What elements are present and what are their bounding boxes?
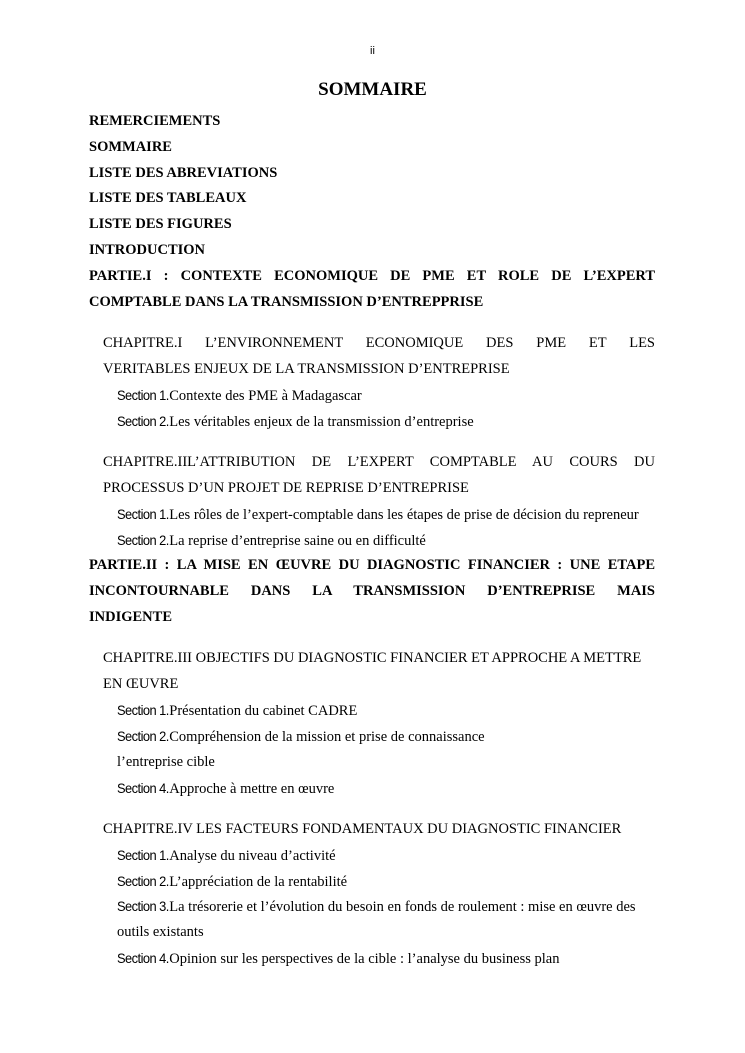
toc-entry-top [89, 112, 220, 130]
toc-entry-text: L’appréciation de la rentabilité [169, 874, 348, 890]
toc-entry-text: Opinion sur les perspectives de la cible : l’analyse du business plan [169, 951, 560, 967]
toc-entry-text: PARTIE.I : CONTEXTE ECONOMIQUE DE PME ET ROLE DE L’EXPERT [89, 268, 655, 284]
toc-entry-text: INDIGENTE [89, 609, 172, 625]
toc-entry-text: PROCESSUS D’UN PROJET DE REPRISE D’ENTREPRISE [103, 480, 469, 496]
toc-entry-text: REMERCIEMENTS [89, 113, 221, 129]
toc-entry-section [117, 897, 636, 916]
section-label: Section 1. [117, 847, 169, 863]
toc-entry-text: LISTE DES FIGURES [89, 216, 232, 232]
toc-entry-top [89, 608, 172, 626]
toc-entry-chapter [103, 479, 469, 497]
section-label: Section 4. [117, 950, 169, 966]
toc-entry-chapter [103, 360, 510, 378]
toc-entry-text: Les rôles de l’expert-comptable dans les étapes de prise de décision du repreneur [169, 507, 639, 523]
toc-entry-top [89, 164, 277, 182]
section-label: Section 2. [117, 532, 169, 548]
section-label: Section 1. [117, 702, 169, 718]
toc-entry-section [117, 505, 639, 524]
toc-entry-text: Compréhension de la mission et prise de connaissance [169, 729, 485, 745]
toc-entry-text: INCONTOURNABLE DANS LA TRANSMISSION D’ENTREPRISE MAIS [89, 583, 655, 599]
section-label: Section 1. [117, 506, 169, 522]
toc-entry-text: La reprise d’entreprise saine ou en difficulté [169, 533, 426, 549]
toc-entry-text: PARTIE.II : LA MISE EN ŒUVRE DU DIAGNOSTIC FINANCIER : UNE ETAPE [89, 557, 655, 573]
toc-entry-text: Analyse du niveau d’activité [169, 848, 336, 864]
toc-entry-top [89, 293, 483, 311]
toc-entry-top [89, 189, 246, 207]
toc-entry-chapter [103, 649, 641, 667]
section-label: Section 4. [117, 780, 169, 796]
toc-entry-section [117, 727, 485, 746]
toc-entry-text: CHAPITRE.IIL’ATTRIBUTION DE L’EXPERT COMPTABLE AU COURS DU [103, 454, 655, 470]
toc-entry-section [117, 949, 559, 968]
toc-entry-text: CHAPITRE.III OBJECTIFS DU DIAGNOSTIC FINANCIER ET APPROCHE A METTRE [103, 650, 642, 666]
toc-entry-text: VERITABLES ENJEUX DE LA TRANSMISSION D’ENTREPRISE [103, 361, 510, 377]
toc-entry-text: La trésorerie et l’évolution du besoin en fonds de roulement : mise en œuvre des [169, 899, 636, 915]
toc-entry-section [117, 386, 362, 405]
toc-entry-top [89, 138, 172, 156]
toc-entry-text: Approche à mettre en œuvre [169, 781, 335, 797]
section-label: Section 2. [117, 728, 169, 744]
toc-entry-chapter [103, 820, 621, 838]
toc-entry-section [117, 779, 334, 798]
toc-entry-text: SOMMAIRE [89, 139, 172, 155]
section-label: Section 2. [117, 873, 169, 889]
toc-entry-text: l’entreprise cible [117, 754, 215, 770]
toc-entry-text: Contexte des PME à Madagascar [169, 388, 362, 404]
toc-entry-text: Présentation du cabinet CADRE [169, 703, 358, 719]
toc-entry-section [117, 412, 474, 431]
section-label: Section 1. [117, 387, 169, 403]
toc-entry-chapter [103, 675, 178, 693]
toc-entry-section [117, 923, 204, 941]
toc-entry-section [117, 872, 347, 891]
toc-entry-text: INTRODUCTION [89, 242, 206, 258]
toc-entry-top [89, 556, 655, 574]
toc-entry-text: outils existants [117, 924, 204, 940]
toc-entry-text: LISTE DES ABREVIATIONS [89, 165, 278, 181]
page-number: ii [370, 45, 375, 57]
section-label: Section 2. [117, 413, 169, 429]
toc-entry-section [117, 753, 215, 771]
section-label: Section 3. [117, 898, 169, 914]
toc-entry-text: LISTE DES TABLEAUX [89, 190, 247, 206]
toc-entry-top [89, 215, 232, 233]
toc-entry-chapter [103, 453, 655, 471]
page-title: SOMMAIRE [318, 79, 427, 100]
toc-entry-section [117, 846, 336, 865]
toc-entry-text: CHAPITRE.I L’ENVIRONNEMENT ECONOMIQUE DES PME ET LES [103, 335, 655, 351]
toc-entry-top [89, 267, 655, 285]
toc-entry-text: CHAPITRE.IV LES FACTEURS FONDAMENTAUX DU DIAGNOSTIC FINANCIER [103, 821, 622, 837]
toc-entry-chapter [103, 334, 655, 352]
toc-entry-section [117, 531, 426, 550]
toc-entry-section [117, 701, 357, 720]
toc-entry-text: COMPTABLE DANS LA TRANSMISSION D’ENTREPPRISE [89, 294, 484, 310]
toc-entry-top [89, 582, 655, 600]
toc-entry-text: Les véritables enjeux de la transmission d’entreprise [169, 414, 474, 430]
toc-entry-text: EN ŒUVRE [103, 676, 179, 692]
toc-entry-top [89, 241, 205, 259]
